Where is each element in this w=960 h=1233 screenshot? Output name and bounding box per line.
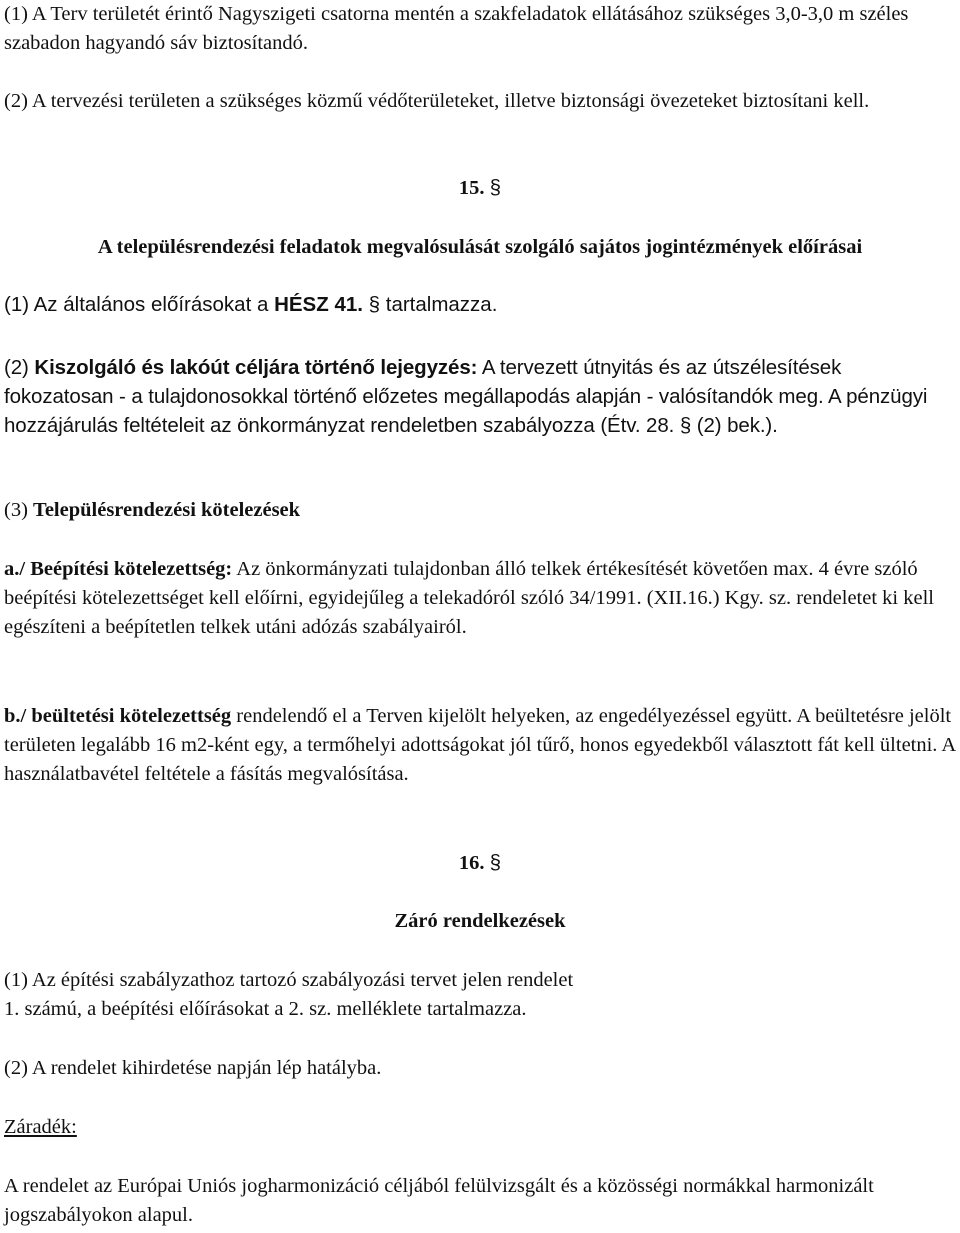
text-run: (1) Az általános előírásokat a xyxy=(4,293,275,316)
section-sign: § xyxy=(489,176,502,199)
section-number: 16. xyxy=(458,852,485,874)
text-run: (2) bek.). xyxy=(691,414,778,437)
section-15-heading xyxy=(4,173,956,203)
text-run: A tervezett útnyitás és az útszélesítések fokozatosan - a tulajdonosokkal történő előzetes megállapodás alapján - valósítandók meg. A pénzügyi hozzájárulás feltételeit az önkormányzat rendeletben szabályozza (Étv. 28. xyxy=(4,356,928,437)
text-run: rendelendő el a Terven kijelölt helyeken, az engedélyezéssel együtt. A beültetésre jelölt területen legalább 16 m2-ként egy, a termőhelyi adottságokat jól tűrő, honos egyedekből választott fát kell ültetni. A használatbavétel feltétele a fásítás megvalósítása. xyxy=(4,705,956,785)
section-sign: § xyxy=(679,414,692,437)
bold-heading: Kiszolgáló és lakóút céljára történő lejegyzés: xyxy=(34,356,478,379)
bold-heading: b./ beültetési kötelezettség xyxy=(4,705,232,727)
section-number: 15. xyxy=(458,177,485,199)
section-16-para-1-line-1: (1) Az építési szabályzathoz tartozó szabályozási tervet jelen rendelet xyxy=(4,969,574,991)
section-15-para-2 xyxy=(4,353,956,440)
section-15-item-b xyxy=(4,702,956,789)
text-run: tartalmazza. xyxy=(380,293,498,316)
text-run: (2) xyxy=(4,356,35,379)
zaradek-label: Záradék: xyxy=(4,1116,77,1138)
section-sign: § xyxy=(368,293,381,316)
section-16-title: Záró rendelkezések xyxy=(394,910,566,932)
section-15-para-1 xyxy=(4,290,956,319)
section-16-heading xyxy=(4,848,956,878)
section-16-para-2: (2) A rendelet kihirdetése napján lép hatályba. xyxy=(4,1057,382,1079)
bold-heading: a./ Beépítési kötelezettség: xyxy=(4,558,233,580)
bold-heading: Településrendezési kötelezések xyxy=(33,499,301,521)
section-15-para-3 xyxy=(4,496,956,525)
text-run: (3) xyxy=(4,499,34,521)
section-15-title: A településrendezési feladatok megvalósulását szolgáló sajátos jogintézmények előírásai xyxy=(97,236,863,258)
paragraph-1: (1) A Terv területét érintő Nagyszigeti csatorna mentén a szakfeladatok ellátásához szükséges 3,0-3,0 m széles szabadon hagyandó sáv biztosítandó. xyxy=(4,3,909,54)
section-sign: § xyxy=(489,851,502,874)
zaradek-text: A rendelet az Európai Uniós jogharmonizáció céljából felülvizsgált és a közösségi normákkal harmonizált jogszabályokon alapul. xyxy=(4,1175,874,1226)
section-16-para-1-line-2: 1. számú, a beépítési előírásokat a 2. sz. melléklete tartalmazza. xyxy=(4,998,527,1020)
section-15-item-a xyxy=(4,555,956,642)
zaradek-heading xyxy=(4,1113,956,1142)
paragraph-2: (2) A tervezési területen a szükséges közmű védőterületeket, illetve biztonsági övezeteket biztosítani kell. xyxy=(4,90,870,112)
text-run: Az önkormányzati tulajdonban álló telkek értékesítését követően max. 4 évre szóló beépítési kötelezettséget kell előírni, egyidejűleg a telekadóról szóló 34/1991. (XII.16.) Kgy. sz. rendeletet ki kell egészíteni a beépítetlen telkek utáni adózás szabályairól. xyxy=(4,558,934,638)
reference-bold: HÉSZ 41. xyxy=(274,293,363,316)
